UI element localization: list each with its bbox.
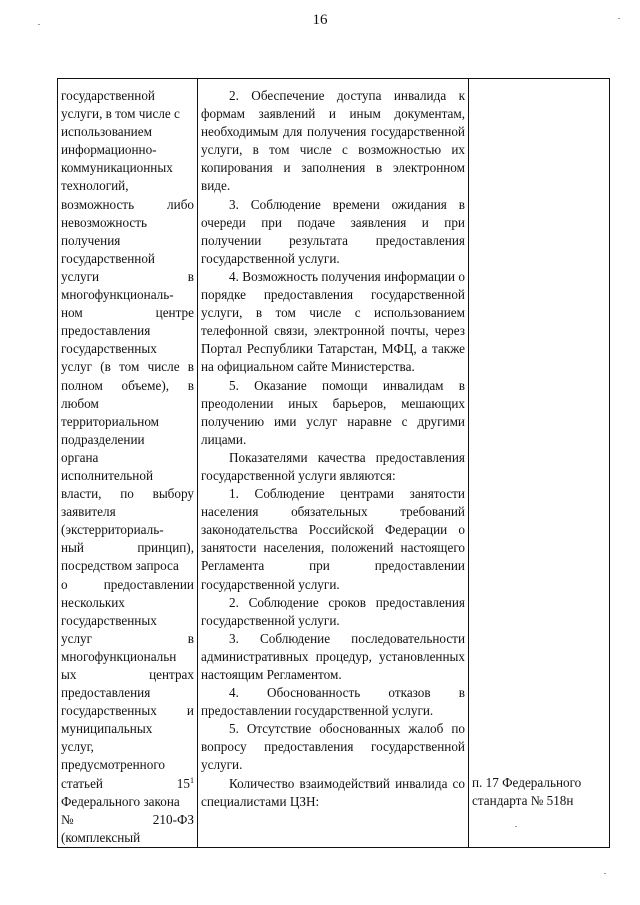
superscript-mark: 1 [190,775,194,785]
table-row [58,79,610,848]
criterion-line: Федерального закона [61,793,180,809]
criterion-line: многофункциональн [61,648,177,664]
criterion-line: органа [61,449,99,465]
criterion-line: услуг (в том числе в [61,359,194,375]
scan-speck [38,24,40,25]
criterion-line: государственных и [61,703,194,719]
criterion-line: государственных [61,341,157,357]
criterion-line: ный принцип), [61,540,194,556]
criterion-line: о предоставлении [61,576,194,592]
criterion-line: государственной [61,250,155,266]
scan-speck [604,873,606,874]
scan-speck [515,826,517,827]
criterion-line: использованием [61,124,152,140]
requirements-table [57,78,610,848]
indicator-paragraph: Количество взаимодействий инвалида со специалистами ЦЗН: [201,775,465,809]
criterion-line: услуг в [61,630,194,646]
criterion-line: предоставления [61,685,151,701]
scan-speck [618,18,620,19]
criterion-line: информационно- [61,142,157,158]
criterion-line: статьей $15^1$ [61,775,194,791]
indicator-paragraph: Показателями качества предоставления государственной услуги являются: [201,449,465,483]
indicator-paragraph: 5. Отсутствие обоснованных жалоб по вопросу предоставления государственной услуги. [201,721,465,773]
page-number: 16 [312,12,328,28]
indicators-text [201,87,465,811]
criterion-line: муниципальных [61,721,153,737]
indicator-paragraph: 3. Соблюдение последовательности административных процедур, установленных настоящим Регламентом. [201,630,465,682]
criterion-line: исполнительной [61,467,154,483]
criterion-line: услуги в [61,268,194,284]
indicator-paragraph: 2. Обеспечение доступа инвалида к формам заявлений и иным документам, необходимым для получения государственной услуги, в том числе с возможностью их копирования и заполнения в электронном виде. [201,88,465,194]
criterion-line: услуги, в том числе с [61,106,180,122]
criterion-line: ном центре [61,305,194,321]
indicator-paragraph: 2. Соблюдение сроков предоставления государственной услуги. [201,594,465,628]
criterion-cell [58,79,198,848]
criterion-line: (комплексный [61,829,141,845]
indicators-cell [198,79,469,848]
criterion-line: получения [61,232,121,248]
criterion-line: государственных [61,612,157,628]
criterion-line: полном объеме), в [61,377,194,393]
criterion-line: (экстерриториаль- [61,522,164,538]
criterion-line: предусмотренного [61,757,166,773]
criterion-line: заявителя [61,504,116,520]
indicator-paragraph: 4. Возможность получения информации о порядке предоставления государственной услуги, в том числе с использованием телефонной связи, электронной почты, через Портал Республики Татарстан, МФЦ, а также на официальном сайте Министерства. [201,268,465,375]
criterion-line: технологий, [61,178,129,194]
criterion-line: № 210-ФЗ [61,811,194,827]
indicator-paragraph: 1. Соблюдение центрами занятости населения обязательных требований законодательства Российской Федерации о занятости населения, положений настоящего Регламента при предоставлении государственной услуги. [201,486,465,592]
criterion-line: ых центрах [61,667,194,682]
criterion-text [61,87,194,847]
criterion-line: многофункциональ- [61,287,174,303]
criterion-line: власти, по выбору [61,486,194,502]
criterion-line: услуг, [61,739,94,755]
indicator-paragraph: 3. Соблюдение времени ожидания в очереди при подаче заявления и при получении результата предоставления государственной услуги. [201,196,465,266]
legal-basis-cell [469,79,610,848]
criterion-line: возможность либо [61,196,194,212]
criterion-line: любом [61,395,99,411]
legal-basis-text: п. 17 Федерального стандарта № 518н [472,775,582,809]
criterion-line: невозможность [61,214,147,230]
indicator-paragraph: 4. Обоснованность отказов в предоставлении государственной услуги. [201,685,465,719]
criterion-line: коммуникационных [61,160,173,176]
criterion-line: предоставления [61,323,151,339]
criterion-line: подразделении [61,431,145,447]
indicator-paragraph: 5. Оказание помощи инвалидам в преодолении иных барьеров, мешающих получению ими услуг наравне с другими лицами. [201,377,465,447]
criterion-line: государственной [61,88,155,103]
criterion-line: посредством запроса [61,558,179,574]
criterion-line: нескольких [61,594,125,610]
criterion-line: территориальном [61,413,160,429]
